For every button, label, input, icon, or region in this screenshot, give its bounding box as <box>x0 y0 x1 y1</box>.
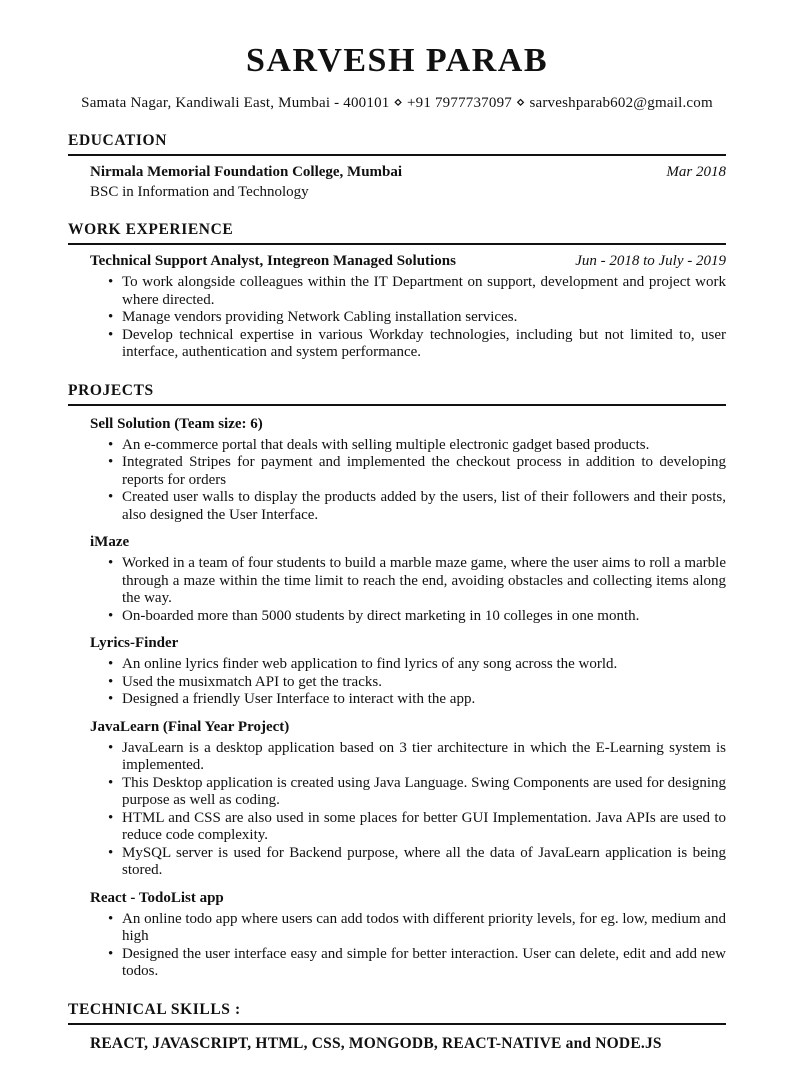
project-react-todolist <box>68 890 726 981</box>
project-name: iMaze <box>90 534 130 551</box>
resume-name: SARVESH PARAB <box>246 42 548 79</box>
section-title-work-experience: WORK EXPERIENCE <box>68 221 726 245</box>
education-entry <box>90 164 726 201</box>
project-lyrics-finder <box>68 635 726 709</box>
education-degree: BSC in Information and Technology <box>90 184 309 201</box>
work-entry <box>90 253 726 362</box>
bullet-item: • Used the musixmatch API to get the tracks. <box>122 674 726 692</box>
section-work-experience <box>68 221 726 362</box>
section-projects <box>68 382 726 981</box>
bullet-item: • Worked in a team of four students to build a marble maze game, where the user aims to roll a marble through a maze within the time limit to reach the end, avoiding obstacles and collecting items along the way. <box>122 555 726 608</box>
project-bullet-list <box>90 656 726 709</box>
bullet-item: • This Desktop application is created using Java Language. Swing Components are used for designing purpose as well as coding. <box>122 775 726 810</box>
bullet-item: • Manage vendors providing Network Cabling installation services. <box>122 309 726 327</box>
project-imaze <box>68 534 726 625</box>
project-name: Lyrics-Finder <box>90 635 179 652</box>
skills-line: REACT, JAVASCRIPT, HTML, CSS, MONGODB, REACT-NATIVE and NODE.JS <box>90 1034 662 1052</box>
bullet-item: • JavaLearn is a desktop application based on 3 tier architecture in which the E-Learning system is implemented. <box>122 740 726 775</box>
section-title-education: EDUCATION <box>68 132 726 156</box>
work-bullet-list <box>90 274 726 362</box>
bullet-item: • To work alongside colleagues within the IT Department on support, development and project work where directed. <box>122 274 726 309</box>
project-name: React - TodoList app <box>90 889 224 906</box>
education-entry-head <box>90 164 726 181</box>
bullet-item: • Created user walls to display the products added by the users, list of their followers and their posts, also designed the User Interface. <box>122 489 726 524</box>
bullet-item: • An online todo app where users can add todos with different priority levels, for eg. low, medium and high <box>122 911 726 946</box>
section-title-projects: PROJECTS <box>68 382 726 406</box>
bullet-item: • HTML and CSS are also used in some places for better GUI Implementation. Java APIs are used to reduce code complexity. <box>122 810 726 845</box>
bullet-item: • An e-commerce portal that deals with selling multiple electronic gadget based products. <box>122 437 726 455</box>
section-education <box>68 132 726 201</box>
section-technical-skills <box>68 1001 726 1053</box>
project-bullet-list <box>90 740 726 880</box>
bullet-item: • Integrated Stripes for payment and implemented the checkout process in addition to developing reports for orders <box>122 454 726 489</box>
contact-line: Samata Nagar, Kandiwali East, Mumbai - 400101 ⋄ +91 7977737097 ⋄ sarveshparab602@gmail.com <box>81 95 713 112</box>
work-role: Technical Support Analyst, Integreon Managed Solutions <box>90 253 456 270</box>
project-sell-solution <box>68 416 726 525</box>
project-bullet-list <box>90 911 726 981</box>
project-name: JavaLearn (Final Year Project) <box>90 718 290 735</box>
project-name: Sell Solution (Team size: 6) <box>90 415 263 432</box>
bullet-item: • MySQL server is used for Backend purpose, where all the data of JavaLearn application is being stored. <box>122 845 726 880</box>
bullet-item: • Develop technical expertise in various Workday technologies, including but not limited to, user interface, authentication and system performance. <box>122 327 726 362</box>
education-school: Nirmala Memorial Foundation College, Mumbai <box>90 164 403 181</box>
bullet-item: • Designed a friendly User Interface to interact with the app. <box>122 691 726 709</box>
bullet-item: • Designed the user interface easy and simple for better interaction. User can delete, edit and add new todos. <box>122 946 726 981</box>
bullet-item: • On-boarded more than 5000 students by direct marketing in 10 colleges in one month. <box>122 608 726 626</box>
work-date: Jun - 2018 to July - 2019 <box>575 253 726 270</box>
project-javalearn <box>68 719 726 880</box>
project-bullet-list <box>90 437 726 525</box>
section-title-technical-skills: TECHNICAL SKILLS : <box>68 1001 726 1025</box>
bullet-item: • An online lyrics finder web application to find lyrics of any song across the world. <box>122 656 726 674</box>
work-entry-head <box>90 253 726 270</box>
project-bullet-list <box>90 555 726 625</box>
education-date: Mar 2018 <box>666 164 726 181</box>
